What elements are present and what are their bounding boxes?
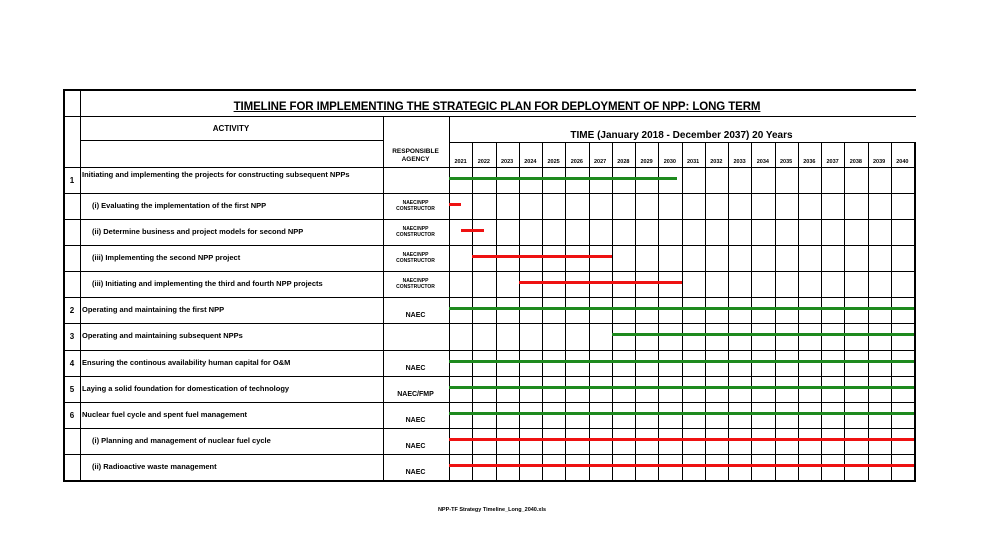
agency-label: NAEC/NPP CONSTRUCTOR	[396, 200, 435, 213]
grid-line-header-bottom	[63, 167, 916, 168]
activity-label: Operating and maintaining the first NPP	[82, 305, 225, 315]
grid-line-row	[63, 480, 916, 482]
timeline-bar-red	[449, 438, 914, 441]
grid-line-year	[751, 142, 752, 480]
grid-line-year	[798, 142, 799, 480]
activity-label: Nuclear fuel cycle and spent fuel management	[82, 409, 248, 419]
row-number: 6	[69, 410, 75, 420]
agency-label: NAEC	[405, 468, 426, 476]
grid-line-year	[472, 142, 473, 480]
grid-line-year	[914, 142, 916, 480]
year-label: 2036	[803, 159, 816, 165]
grid-line-year	[519, 142, 520, 480]
year-label: 2027	[594, 159, 607, 165]
footer-filename: NPP-TF Strategy Timeline_Long_2040.xls	[437, 507, 547, 513]
grid-line-year	[565, 142, 566, 480]
grid-line-row	[63, 271, 916, 272]
grid-line-left	[63, 89, 65, 482]
timeline-bar-red	[472, 255, 612, 258]
activity-label: Laying a solid foundation for domestication of technology	[82, 383, 290, 393]
year-label: 2035	[780, 159, 793, 165]
timeline-bar-green	[612, 333, 914, 336]
year-label: 2030	[663, 159, 676, 165]
page-title: TIMELINE FOR IMPLEMENTING THE STRATEGIC PLAN FOR DEPLOYMENT OF NPP: LONG TERM	[233, 101, 761, 113]
grid-line-row	[63, 219, 916, 220]
grid-line-year	[682, 142, 683, 480]
grid-line-year	[868, 142, 869, 480]
agency-label: NAEC/NPP CONSTRUCTOR	[396, 278, 435, 291]
time-header: TIME (January 2018 - December 2037) 20 Years	[570, 130, 793, 141]
agency-header: RESPONSIBLE AGENCY	[392, 148, 439, 163]
timeline-bar-green	[449, 412, 914, 415]
year-label: 2021	[454, 159, 467, 165]
grid-line-year	[589, 142, 590, 480]
grid-line-year	[496, 142, 497, 480]
timeline-bar-green	[449, 386, 914, 389]
timeline-bar-green	[449, 307, 914, 310]
grid-line-row	[63, 245, 916, 246]
agency-label: NAEC	[405, 442, 426, 450]
grid-line-year	[658, 142, 659, 480]
grid-line-row	[63, 297, 916, 298]
activity-label: Operating and maintaining subsequent NPPs	[82, 331, 243, 341]
grid-line-year	[821, 142, 822, 480]
agency-label: NAEC	[405, 312, 426, 320]
grid-line-title	[63, 116, 916, 117]
timeline-bar-green	[449, 360, 914, 363]
year-label: 2039	[873, 159, 886, 165]
agency-label: NAEC	[405, 364, 426, 372]
agency-label: NAEC/FMP	[397, 390, 434, 398]
row-number: 2	[69, 306, 75, 316]
grid-line-row	[63, 376, 916, 377]
grid-line-top	[63, 89, 916, 91]
activity-header: ACTIVITY	[212, 124, 250, 133]
timeline-bar-green	[449, 177, 677, 180]
grid-line-year	[891, 142, 892, 480]
activity-label: Initiating and implementing the projects for constructing subsequent NPPs	[82, 170, 350, 179]
grid-line-num	[80, 89, 81, 480]
activity-label: (ii) Determine business and project models for second NPP	[92, 227, 304, 237]
grid-line-year	[612, 142, 613, 480]
timeline-bar-red	[461, 229, 484, 232]
grid-line-year	[542, 142, 543, 480]
grid-line-activity-header	[80, 140, 383, 141]
year-label: 2029	[640, 159, 653, 165]
agency-label: NAEC	[405, 416, 426, 424]
activity-label: (i) Planning and management of nuclear fuel cycle	[92, 435, 271, 445]
year-label: 2038	[849, 159, 862, 165]
agency-label: NAEC/NPP CONSTRUCTOR	[396, 252, 435, 265]
grid-line-row	[63, 323, 916, 324]
timeline-bar-red	[449, 464, 914, 467]
row-number: 3	[69, 332, 75, 342]
grid-line-row	[63, 428, 916, 429]
grid-line-year	[635, 142, 636, 480]
grid-line-row	[63, 193, 916, 194]
grid-line-year	[775, 142, 776, 480]
activity-label: (ii) Radioactive waste management	[92, 461, 217, 471]
grid-line-row	[63, 350, 916, 351]
year-label: 2040	[896, 159, 909, 165]
timeline-bar-red	[519, 281, 682, 284]
grid-line-year	[728, 142, 729, 480]
year-label: 2026	[570, 159, 583, 165]
agency-label: NAEC/NPP CONSTRUCTOR	[396, 226, 435, 239]
grid-line-agency	[383, 116, 384, 480]
year-label: 2022	[477, 159, 490, 165]
activity-label: Ensuring the continous availability human capital for O&M	[82, 357, 291, 367]
year-label: 2023	[501, 159, 514, 165]
year-label: 2024	[524, 159, 537, 165]
row-number: 1	[69, 176, 75, 185]
year-label: 2025	[547, 159, 560, 165]
activity-label: (i) Evaluating the implementation of the first NPP	[92, 201, 267, 211]
year-label: 2034	[756, 159, 769, 165]
grid-line-row	[63, 402, 916, 403]
activity-label: (iii) Initiating and implementing the third and fourth NPP projects	[92, 279, 323, 289]
grid-line-year	[844, 142, 845, 480]
year-label: 2028	[617, 159, 630, 165]
grid-line-time	[449, 116, 450, 480]
row-number: 4	[69, 358, 75, 368]
year-label: 2032	[710, 159, 723, 165]
grid-line-year	[705, 142, 706, 480]
grid-line-row	[63, 454, 916, 455]
timeline-bar-red	[449, 203, 461, 206]
year-label: 2033	[733, 159, 746, 165]
year-label: 2037	[826, 159, 839, 165]
row-number: 5	[69, 384, 75, 394]
year-label: 2031	[687, 159, 700, 165]
activity-label: (iii) Implementing the second NPP project	[92, 253, 241, 263]
